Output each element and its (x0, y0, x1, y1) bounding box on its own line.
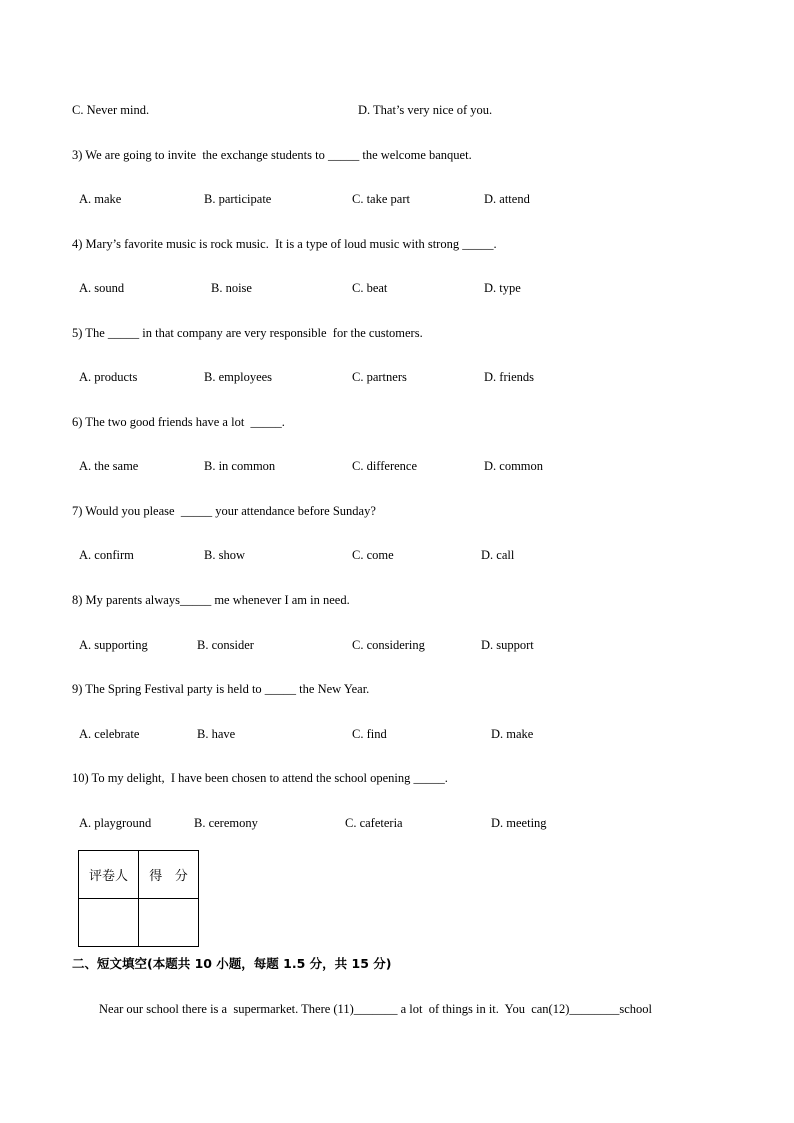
q6-option-c: C. difference (352, 459, 418, 473)
q9-option-a: A. celebrate (79, 727, 140, 741)
q8-option-b: B. consider (197, 638, 254, 652)
q10-option-c: C. cafeteria (345, 816, 403, 830)
section-2-heading: 二、短文填空(本题共 10 小题，每题 1.5 分，共 15 分) (72, 956, 392, 971)
question-stem-10: 10) To my delight, I have been chosen to attend the school opening _____. (72, 771, 448, 785)
q6-option-a: A. the same (79, 459, 139, 473)
question-stem-5: 5) The _____ in that company are very responsible for the customers. (72, 326, 423, 340)
passage-line-1: Near our school there is a supermarket. There (11)_______ a lot of things in it. You can(12)________school (99, 1002, 653, 1016)
q5-option-c: C. partners (352, 370, 407, 384)
q3-option-d: D. attend (484, 192, 530, 206)
q10-option-b: B. ceremony (194, 816, 258, 830)
q5-option-d: D. friends (484, 370, 534, 384)
reviewer-input-cell[interactable] (79, 899, 139, 947)
question-stem-9: 9) The Spring Festival party is held to _____ the New Year. (72, 682, 370, 696)
q7-option-a: A. confirm (79, 548, 134, 562)
q6-option-d: D. common (484, 459, 544, 473)
q4-option-b: B. noise (211, 281, 252, 295)
q2-option-d: D. That’s very nice of you. (358, 103, 493, 117)
q10-option-a: A. playground (79, 816, 152, 830)
q3-option-c: C. take part (352, 192, 410, 206)
q3-option-b: B. participate (204, 192, 272, 206)
q4-option-c: C. beat (352, 281, 388, 295)
q9-option-d: D. make (491, 727, 534, 741)
q9-option-b: B. have (197, 727, 236, 741)
q4-option-d: D. type (484, 281, 521, 295)
q7-option-d: D. call (481, 548, 515, 562)
q10-option-d: D. meeting (491, 816, 547, 830)
q7-option-b: B. show (204, 548, 245, 562)
q4-option-a: A. sound (79, 281, 125, 295)
q8-option-d: D. support (481, 638, 534, 652)
score-header-cell: 得 分 (139, 851, 199, 899)
q8-option-a: A. supporting (79, 638, 148, 652)
q2-option-c: C. Never mind. (72, 103, 150, 117)
reviewer-header-cell: 评卷人 (79, 851, 139, 899)
question-stem-7: 7) Would you please _____ your attendance before Sunday? (72, 504, 376, 518)
score-input-cell[interactable] (139, 899, 199, 947)
q5-option-b: B. employees (204, 370, 273, 384)
q3-option-a: A. make (79, 192, 122, 206)
q6-option-b: B. in common (204, 459, 276, 473)
question-stem-6: 6) The two good friends have a lot _____. (72, 415, 285, 429)
q8-option-c: C. considering (352, 638, 425, 652)
q9-option-c: C. find (352, 727, 387, 741)
question-stem-3: 3) We are going to invite the exchange students to _____ the welcome banquet. (72, 148, 472, 162)
question-stem-4: 4) Mary’s favorite music is rock music. It is a type of loud music with strong _____. (72, 237, 497, 251)
grader-score-table (78, 850, 199, 947)
q7-option-c: C. come (352, 548, 394, 562)
q5-option-a: A. products (79, 370, 138, 384)
question-stem-8: 8) My parents always_____ me whenever I am in need. (72, 593, 350, 607)
